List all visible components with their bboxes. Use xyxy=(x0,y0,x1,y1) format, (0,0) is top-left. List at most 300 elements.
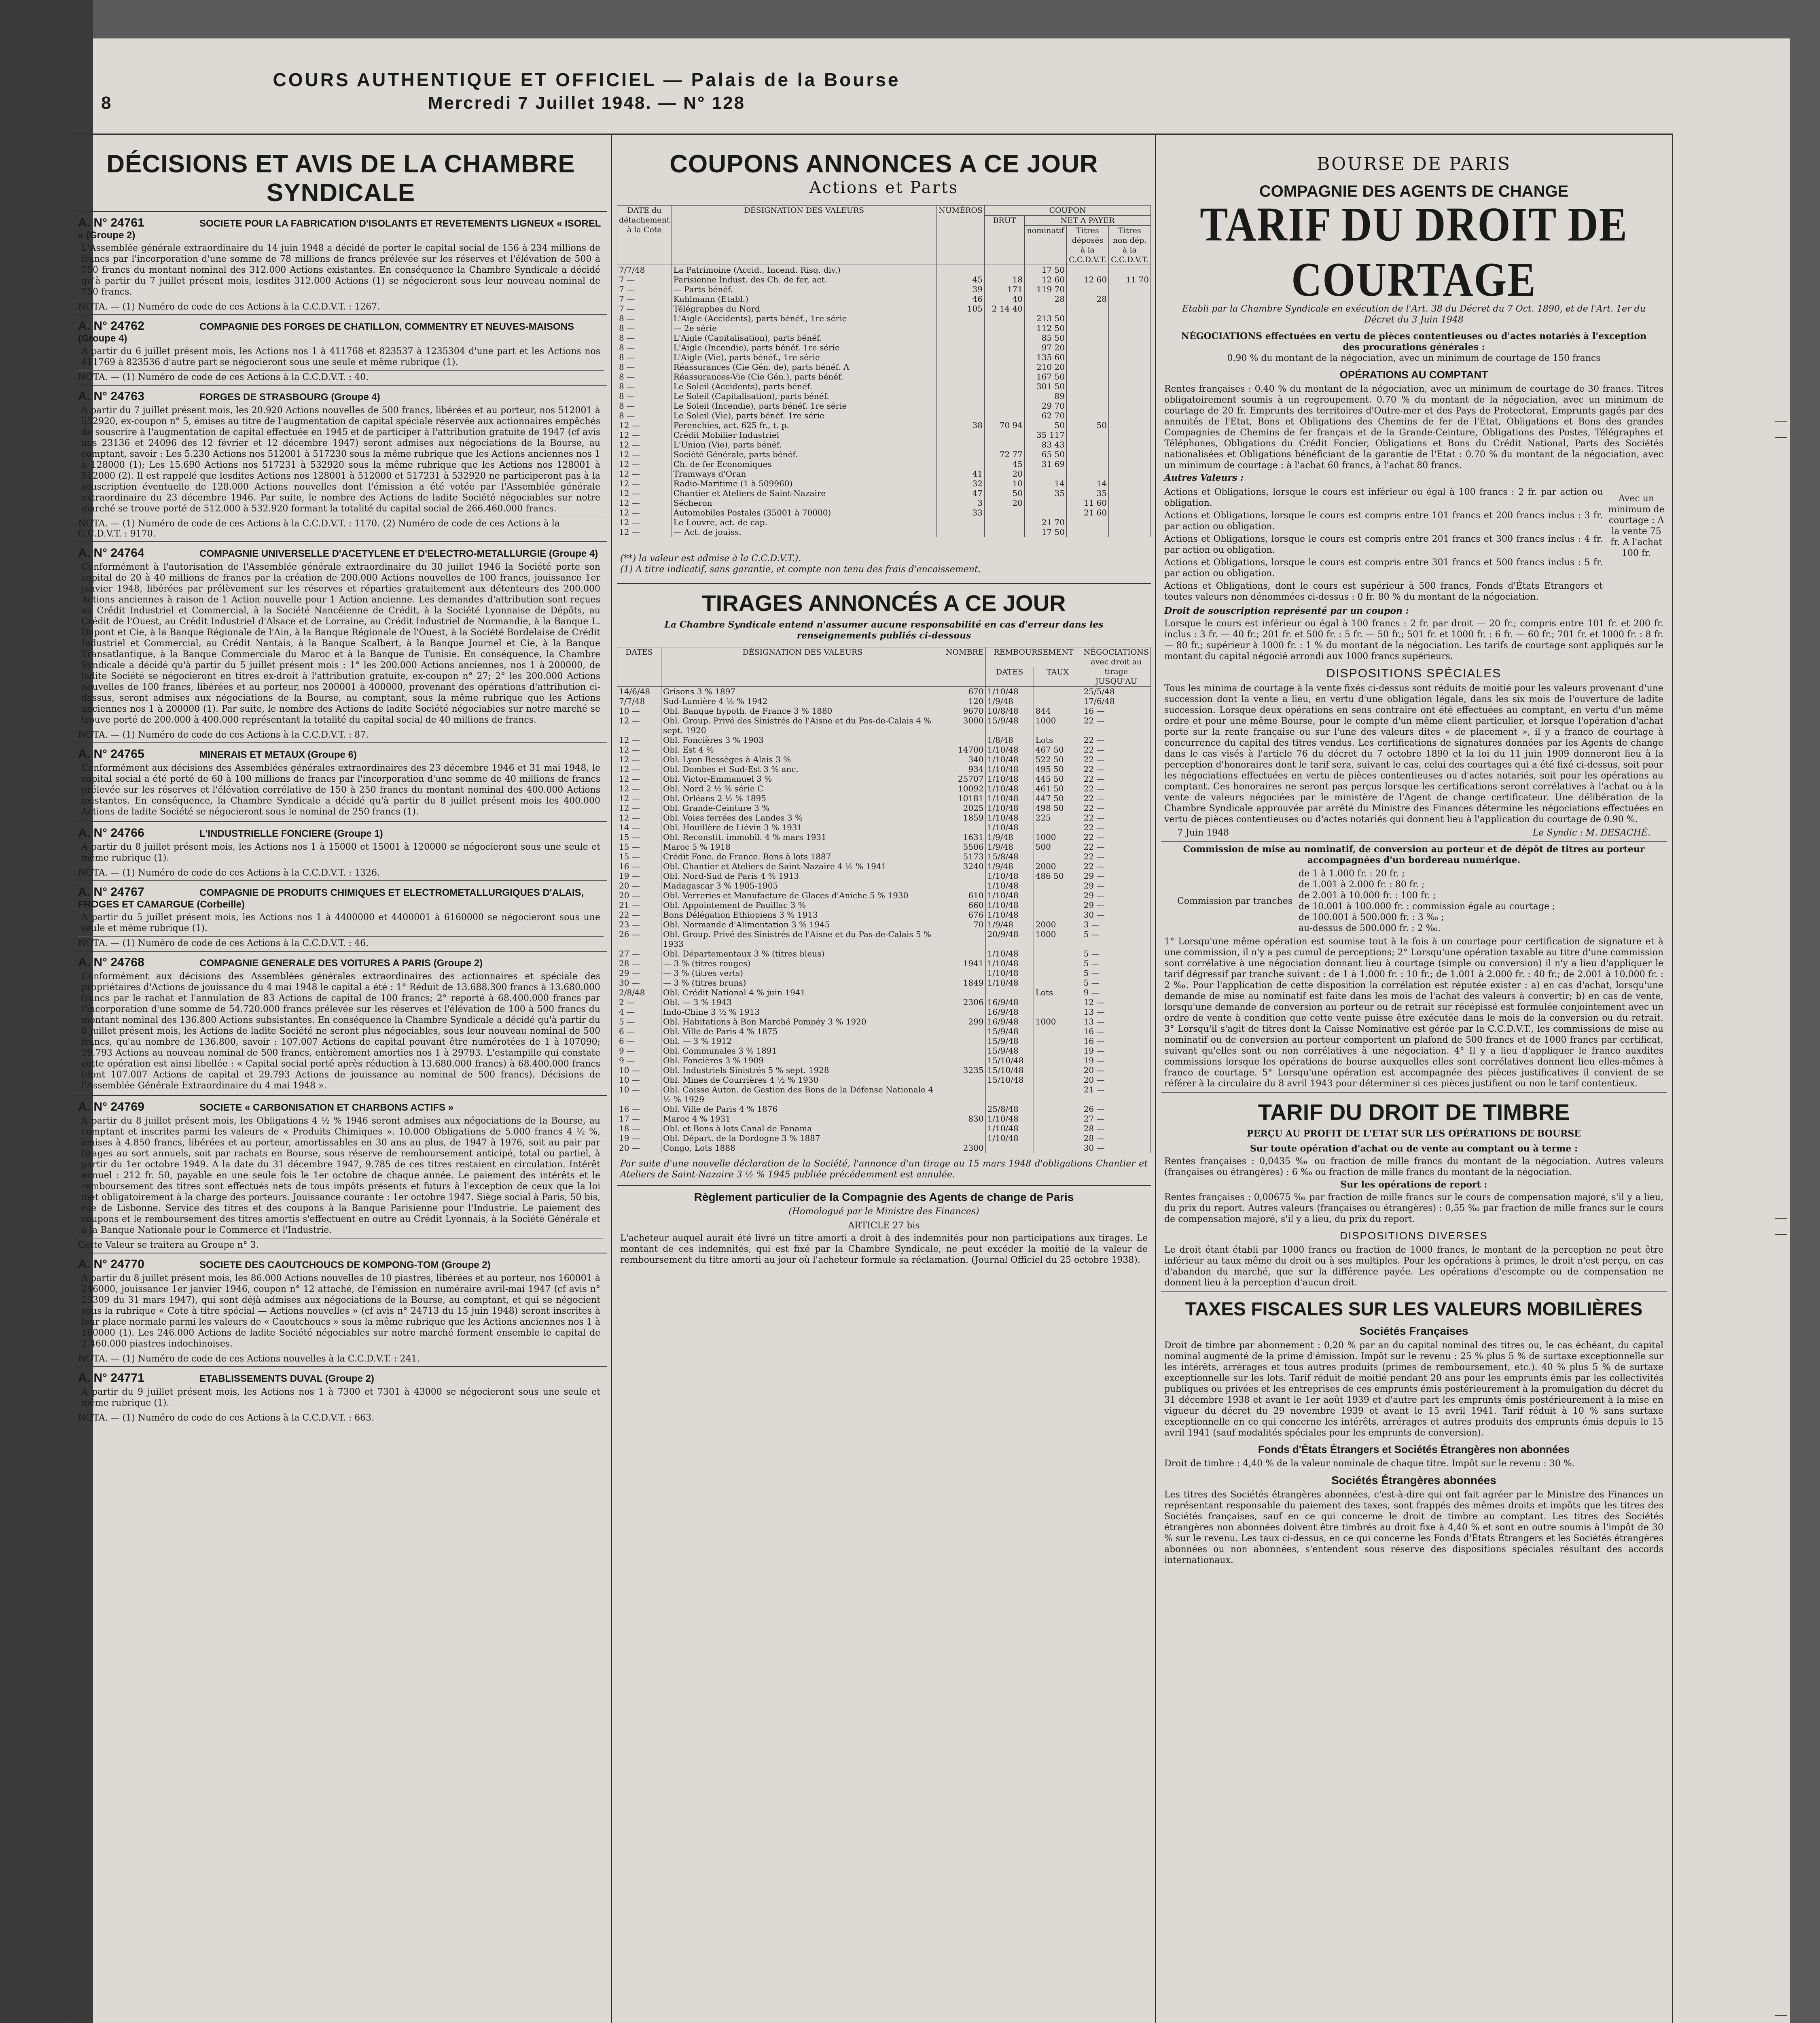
tirage-cell: Obl. Est 4 % xyxy=(661,745,944,755)
tirage-cell: 3240 xyxy=(944,861,985,871)
tirage-cell: 2/8/48 xyxy=(617,988,661,997)
tirage-cell: Grisons 3 % 1897 xyxy=(661,687,944,697)
tirage-cell: 670 xyxy=(944,687,985,697)
notice-company: SOCIETE DES CAOUTCHOUCS DE KOMPONG-TOM (Groupe 2) xyxy=(199,1260,491,1270)
coupon-cell: 45 xyxy=(985,459,1025,469)
notice-header xyxy=(78,1371,604,1385)
coupon-cell xyxy=(1025,498,1067,508)
notice-item xyxy=(75,742,607,821)
reglement-body: L'acheteur auquel aurait été livré un titre amorti a droit à des indemnités pour non participations aux tirages. Le montant de ces indemnités, qui est fixé par la Chambre Syndicale, ne peut excéder la moitié de la valeur de remboursement du titre amorti au jour où l'acheteur formule sa réclamation. (Journal Officiel du 25 octobre 1938). xyxy=(620,1233,1148,1265)
tirage-row xyxy=(617,687,1151,697)
notice-body: A partir du 6 juillet présent mois, les Actions nos 1 à 411768 et 823537 à 1235304 d'une part et les Actions nos 411769 à 823536 d'autre part se négocieront sous une seule et même rubrique (1). xyxy=(81,346,600,367)
coupon-cell: 12 — xyxy=(617,459,672,469)
tirage-cell: 17/6/48 xyxy=(1082,696,1150,706)
tirage-cell: 12 — xyxy=(617,755,661,764)
coupon-cell: 20 xyxy=(985,498,1025,508)
tirage-cell: 5 — xyxy=(1082,968,1150,978)
notice-ref: A. N° 24766 xyxy=(78,826,144,840)
tirage-cell: 1/10/48 xyxy=(985,813,1034,823)
coupon-cell: Tramways d'Oran xyxy=(672,469,937,479)
tirage-cell: 16 — xyxy=(617,861,661,871)
notice-header xyxy=(78,390,604,403)
tirage-cell: 1000 xyxy=(1034,716,1082,735)
tirage-cell: 9 — xyxy=(617,1046,661,1056)
notice-ref: A. N° 24762 xyxy=(78,319,144,333)
tirage-cell xyxy=(1034,1133,1082,1143)
coupon-cell xyxy=(985,265,1025,275)
tirage-cell: Obl. Départ. de la Dordogne 3 % 1887 xyxy=(661,1133,944,1143)
notices-list xyxy=(75,211,607,1425)
tirage-cell: 20/9/48 xyxy=(985,929,1034,949)
coupon-cell: 8 — xyxy=(617,314,672,323)
coupon-cell: 210 20 xyxy=(1025,362,1067,372)
coupon-cell xyxy=(937,430,985,440)
coupon-cell xyxy=(937,401,985,411)
coupon-cell: 12 — xyxy=(617,450,672,459)
tirage-cell: 22 — xyxy=(1082,823,1150,832)
commission-label: Commission par tranches xyxy=(1177,896,1293,906)
coupon-row xyxy=(617,391,1151,401)
page-number: 8 xyxy=(101,93,111,113)
coupon-cell xyxy=(1109,265,1151,275)
tirage-cell: 12 — xyxy=(617,764,661,774)
tirage-row xyxy=(617,871,1151,881)
coupon-cell xyxy=(1109,508,1151,517)
coupon-cell: Réassurances (Cie Gén. de), parts bénéf. A xyxy=(672,362,937,372)
tirage-cell: 5173 xyxy=(944,852,985,861)
tirage-cell: Obl. Foncières 3 % 1903 xyxy=(661,735,944,745)
tirage-cell: 20 — xyxy=(617,1143,661,1153)
tirage-cell: 29 — xyxy=(1082,881,1150,891)
tirage-cell: 16/9/48 xyxy=(985,1007,1034,1017)
courtage-subtitle: Etabli par la Chambre Syndicale en exécution de l'Art. 38 du Décret du 7 Oct. 1890, et de l'Art. 1er du Décret du 3 Juin 1948 xyxy=(1182,304,1646,325)
coupon-cell: 11 60 xyxy=(1067,498,1109,508)
notice-item xyxy=(75,211,607,314)
coupon-cell: Parisienne Indust. des Ch. de fer, act. xyxy=(672,275,937,284)
coupon-cell: 35 xyxy=(1067,488,1109,498)
coupon-cell xyxy=(1067,469,1109,479)
coupon-cell: 8 — xyxy=(617,343,672,352)
coupon-cell: 46 xyxy=(937,294,985,304)
tirage-cell: Obl. Normande d'Alimentation 3 % 1945 xyxy=(661,920,944,929)
tirage-cell: 461 50 xyxy=(1034,784,1082,793)
coupon-cell: 47 xyxy=(937,488,985,498)
tirage-cell: 19 — xyxy=(1082,1056,1150,1065)
tirage-cell: 299 xyxy=(944,1017,985,1026)
coupon-row xyxy=(617,469,1151,479)
coupon-row xyxy=(617,265,1151,275)
autres-item: Actions et Obligations, lorsque le cours est compris entre 201 francs et 300 francs inclus : 4 fr. par action ou obligation. xyxy=(1164,534,1603,555)
coupon-cell: 17 50 xyxy=(1025,265,1067,275)
coupons-col-date: DATE du détachement à la Cote xyxy=(617,206,672,265)
notice-header xyxy=(78,885,604,910)
tirage-cell: 844 xyxy=(1034,706,1082,716)
tirage-cell xyxy=(1034,1104,1082,1114)
column-tarifs xyxy=(1161,142,1667,2023)
coupon-cell: 105 xyxy=(937,304,985,314)
tirage-cell: 495 50 xyxy=(1034,764,1082,774)
tirage-cell xyxy=(944,1056,985,1065)
tirage-cell: 15 — xyxy=(617,852,661,861)
tirage-row xyxy=(617,823,1151,832)
coupon-row xyxy=(617,479,1151,488)
tirage-cell: 10181 xyxy=(944,793,985,803)
tirage-row xyxy=(617,881,1151,891)
coupon-cell: 8 — xyxy=(617,352,672,362)
tirage-cell: 21 — xyxy=(617,900,661,910)
coupon-row xyxy=(617,284,1151,294)
autres-list xyxy=(1161,485,1606,604)
coupon-cell: 38 xyxy=(937,420,985,430)
tirages-col-taux: TAUX xyxy=(1034,667,1082,687)
notice-body: Conformément aux décisions des Assemblées générales extraordinaires des actionnaires et spéciale des propriétaires d'Actions de jouissance du 4 mai 1948 le capital a été : 1° Réduit de 13.688.300 francs à 13.680.000 francs par le rachat et l'annulation de 83 Actions de capital de 100 francs; 2° reporté à 68.400.000 francs par l'incorporation d'une somme de 54.720.000 francs prélevée sur les réserves et l'élévation de 100 à 500 francs du montant nominal des 136.800 Actions subsistantes. En conséquence la Chambre Syndicale a décidé qu'à partir du 8 juillet présent mois, les Actions de ladite Société ne seront plus négociables, sous leur nouveau nominal de 500 francs, qu'au nombre de 136.800, savoir : 107.007 Actions de capital pouvant être numérotées de 1 à 107090; 29.793 Actions au nouveau nominal de 500 francs, entièrement amorties nos 1 à 29793. L'estampille qui constate cette opération est ainsi libellée : « Capital social porté après réduction à 13.680.000 francs) à 68.400.000 francs (dont 107.007 Actions de capital et 29.793 Actions de jouissance au nominal de 500 francs). Décisions de l'Assemblée Générale Extraordinaire du 4 mai 1948 ». xyxy=(81,971,600,1091)
coupon-cell: 12 — xyxy=(617,479,672,488)
coupon-cell: 8 — xyxy=(617,362,672,372)
tirage-cell: 9 — xyxy=(1082,988,1150,997)
coupon-cell: 35 xyxy=(1025,488,1067,498)
coupon-cell xyxy=(937,411,985,420)
coupon-cell xyxy=(985,333,1025,343)
coupon-row xyxy=(617,430,1151,440)
tirage-row xyxy=(617,716,1151,735)
tirage-cell: 29 — xyxy=(1082,891,1150,900)
coupon-row xyxy=(617,372,1151,382)
coupon-cell xyxy=(985,372,1025,382)
coupon-cell xyxy=(937,362,985,372)
tirage-cell: Indo-Chine 3 ½ % 1913 xyxy=(661,1007,944,1017)
tirage-cell xyxy=(1034,1143,1082,1153)
coupon-cell xyxy=(985,527,1025,537)
tirage-cell: 1/10/48 xyxy=(985,803,1034,813)
tirage-cell: 660 xyxy=(944,900,985,910)
tirage-cell: 15/8/48 xyxy=(985,852,1034,861)
tirage-cell: 15/9/48 xyxy=(985,1026,1034,1036)
tirage-cell: 22 — xyxy=(1082,784,1150,793)
coupon-cell: La Patrimoine (Accid., Incend. Risq. div.) xyxy=(672,265,937,275)
tirage-cell: 1000 xyxy=(1034,832,1082,842)
coupon-cell xyxy=(937,372,985,382)
tirage-cell xyxy=(1034,958,1082,968)
souscription-head: Droit de souscription représenté par un coupon : xyxy=(1164,606,1409,616)
coupon-cell xyxy=(985,314,1025,323)
coupon-cell: 12 — xyxy=(617,517,672,527)
coupon-cell xyxy=(1109,284,1151,294)
coupons-col-deposes: Titres déposés à la C.C.D.V.T. xyxy=(1067,226,1109,265)
coupon-row xyxy=(617,352,1151,362)
tirage-cell: 20 — xyxy=(617,881,661,891)
tirage-cell: 22 — xyxy=(1082,861,1150,871)
tirage-cell: 10 — xyxy=(617,1075,661,1085)
tirage-cell: Obl. Habitations à Bon Marché Pompéy 3 % 1920 xyxy=(661,1017,944,1026)
coupon-cell xyxy=(1067,459,1109,469)
coupon-cell xyxy=(1025,304,1067,314)
tirage-row xyxy=(617,852,1151,861)
timbre-subtitle: PERÇU AU PROFIT DE L'ETAT SUR LES OPÉRATIONS DE BOURSE xyxy=(1246,1128,1581,1139)
tirage-cell: 1/10/48 xyxy=(985,900,1034,910)
coupon-cell: 20 xyxy=(985,469,1025,479)
tirage-cell xyxy=(944,823,985,832)
tirage-cell: 16/9/48 xyxy=(985,997,1034,1007)
tirage-cell: 27 — xyxy=(1082,1114,1150,1124)
coupon-cell xyxy=(985,430,1025,440)
coupon-cell xyxy=(1109,294,1151,304)
coupon-row xyxy=(617,517,1151,527)
notice-ref: A. N° 24767 xyxy=(78,885,144,899)
tirage-cell: 486 50 xyxy=(1034,871,1082,881)
coupon-cell xyxy=(1067,343,1109,352)
coupon-row xyxy=(617,450,1151,459)
tirage-cell xyxy=(1034,1026,1082,1036)
tirage-cell: 22 — xyxy=(1082,716,1150,735)
coupon-cell xyxy=(1067,352,1109,362)
tirage-cell: Obl. Verreries et Manufacture de Glaces d'Aniche 5 % 1930 xyxy=(661,891,944,900)
tirage-cell: 27 — xyxy=(617,949,661,958)
page-edge-mark xyxy=(1775,437,1787,438)
tirage-cell: 10/8/48 xyxy=(985,706,1034,716)
autres-item: Actions et Obligations, lorsque le cours est compris entre 101 francs et 200 francs inclus : 3 fr. par action ou obligation. xyxy=(1164,511,1603,532)
tirage-cell: 447 50 xyxy=(1034,793,1082,803)
tirage-cell: Obl. Group. Privé des Sinistrés de l'Aisne et du Pas-de-Calais 5 % 1933 xyxy=(661,929,944,949)
coupon-cell: 40 xyxy=(985,294,1025,304)
coupon-cell xyxy=(937,343,985,352)
notice-item xyxy=(75,1095,607,1253)
tirage-cell: 1/10/48 xyxy=(985,968,1034,978)
coupons-col-coupon: COUPON xyxy=(985,206,1151,216)
tirage-cell xyxy=(1034,1065,1082,1075)
tirage-cell: 19 — xyxy=(1082,1046,1150,1056)
coupon-cell: 65 50 xyxy=(1025,450,1067,459)
tirage-cell: 12 — xyxy=(617,716,661,735)
tirage-cell: 22 — xyxy=(1082,764,1150,774)
commission-item: de 100.001 à 500.000 fr. : 3 ‰ ; xyxy=(1299,912,1444,922)
tirage-cell: 1/10/48 xyxy=(985,755,1034,764)
notice-body: Conformément aux décisions des Assemblées générales extraordinaires des 23 décembre 1946 et 31 mai 1948, le capital social a été porté de 60 à 100 millions de francs par l'incorporation d'une somme de 40 millions de francs prélevée sur les réserves et l'élévation corrélative de 150 à 250 francs du montant nominal des 400.000 Actions existantes. En conséquence, la Chambre Syndicale a décidé qu'à partir du 8 juillet présent mois les 400.000 Actions de ladite Société se négocieront sous le nominal de 250 francs (1). xyxy=(81,763,600,817)
coupon-cell: 8 — xyxy=(617,372,672,382)
coupon-cell: 14 xyxy=(1025,479,1067,488)
tirage-cell xyxy=(1034,1056,1082,1065)
coupon-row xyxy=(617,343,1151,352)
tirage-cell: 14700 xyxy=(944,745,985,755)
tirage-cell: Obl. Grande-Ceinture 3 % xyxy=(661,803,944,813)
coupon-row xyxy=(617,275,1151,284)
tirage-cell: 10 — xyxy=(617,1065,661,1075)
coupons-note: (1) A titre indicatif, sans garantie, et compte non tenu des frais d'encaissement. xyxy=(620,564,981,575)
tirage-cell: 830 xyxy=(944,1114,985,1124)
coupon-cell xyxy=(1067,391,1109,401)
coupon-cell: 8 — xyxy=(617,382,672,391)
tirage-row xyxy=(617,1017,1151,1026)
date-signature: 7 Juin 1948 xyxy=(1177,828,1229,838)
coupon-cell xyxy=(937,323,985,333)
coupon-cell xyxy=(1109,401,1151,411)
tirage-cell: 2025 xyxy=(944,803,985,813)
tirage-cell: Obl. Ville de Paris 4 % 1875 xyxy=(661,1026,944,1036)
tirage-cell: 1/10/48 xyxy=(985,978,1034,988)
coupon-cell xyxy=(937,517,985,527)
tirage-cell: 7/7/48 xyxy=(617,696,661,706)
timbre-terme-head: Sur toute opération d'achat ou de vente au comptant ou à terme : xyxy=(1250,1143,1578,1154)
coupon-cell: 28 xyxy=(1025,294,1067,304)
notice-body: A partir du 8 juillet présent mois, les Obligations 4 ½ % 1946 seront admises aux négociations de la Bourse, au comptant et inscrites parmi les valeurs de « Produits Chimiques ». 10.000 Obligations de 5.000 francs 4 ½ %, émises à 4.850 francs, libérées et au porteur, amortissables en 30 ans au plus, de 1947 à 1976, soit au pair par tirages au sort annuels, soit par rachats en Bourse, sous réserve de remboursement anticipé, total ou partiel, à partir du 1er octobre 1949. A la date du 31 décembre 1947, 9.785 de ces titres restaient en circulation. Intérêt annuel : 212 fr. 50, payable en une seule fois le 1er octobre de chaque année. Le paiement des intérêts et le remboursement des titres sont effectués nets de tous impôts présents et futurs à l'exception de ceux que la loi met obligatoirement à la charge des porteurs. Jouissance courante : 1er octobre 1947. Siège social à Paris, 50 bis, rue de Lisbonne. Service des titres et des coupons à la Banque Parisienne pour l'Industrie. Le paiement des coupons et le remboursement des titres amortis s'effectuent en outre au Crédit Lyonnais, à la Société Générale et à la Banque Nationale pour le Commerce et l'Industrie. xyxy=(81,1116,600,1235)
coupon-row xyxy=(617,314,1151,323)
commission-item: de 2.001 à 10.000 fr. : 100 fr. ; xyxy=(1299,891,1436,901)
notice-nota: NOTA. — (1) Numéro de code de ces Actions à la C.C.D.V.T. : 87. xyxy=(78,728,604,740)
tirage-cell xyxy=(1034,696,1082,706)
coupon-cell: 7 — xyxy=(617,284,672,294)
coupon-cell xyxy=(937,527,985,537)
coupon-cell: 135 60 xyxy=(1025,352,1067,362)
coupons-subtitle: Actions et Parts xyxy=(809,178,959,197)
coupons-col-net: NET A PAYER xyxy=(1025,216,1151,226)
tirage-cell: 1/10/48 xyxy=(985,687,1034,697)
tirage-cell: 18 — xyxy=(617,1124,661,1133)
tirage-cell: 1/10/48 xyxy=(985,1124,1034,1133)
tirage-cell: Obl. Houillère de Liévin 3 % 1931 xyxy=(661,823,944,832)
coupon-cell: 12 — xyxy=(617,508,672,517)
notice-item xyxy=(75,385,607,541)
tirage-cell xyxy=(944,1007,985,1017)
coupon-cell xyxy=(985,382,1025,391)
coupon-row xyxy=(617,411,1151,420)
tirage-cell: 1859 xyxy=(944,813,985,823)
tirage-cell: 15/10/48 xyxy=(985,1056,1034,1065)
syndic-signature: Le Syndic : M. DESACHÉ. xyxy=(1532,828,1651,838)
tirage-cell: 9 — xyxy=(617,1056,661,1065)
notice-item xyxy=(75,314,607,385)
tirage-cell: 26 — xyxy=(617,929,661,949)
tirage-cell: Madagascar 3 % 1905-1905 xyxy=(661,881,944,891)
tirage-cell: 12 — xyxy=(617,774,661,784)
column-decisions xyxy=(75,142,607,2023)
tirage-cell: 12 — xyxy=(617,784,661,793)
coupon-cell: — 2e série xyxy=(672,323,937,333)
tirage-cell: Lots xyxy=(1034,988,1082,997)
notice-body: A partir du 7 juillet présent mois, les 20.920 Actions nouvelles de 500 francs, libérées et au porteur, nos 512001 à 532920, ex-coupon n° 5, émises au titre de l'augmentation de capital spéciale réservée aux actionnaires empêchés de souscrire à l'augmentation de capital effectuée en 1945 et de participer à l'attribution gratuite de 1947 (cf avis nos 23136 et 24096 des 12 février et 12 décembre 1947) seront admises aux négociations de la Bourse, au comptant, savoir : Les 5.230 Actions nos 512001 à 517230 sous la même rubrique que les Actions anciennes nos 1 à 128000 (1); Les 15.690 Actions nos 517231 à 532920 sous la même rubrique que les Actions nos 128001 à 512000 (2). Il est rappelé que lesdites Actions nos 128001 à 512000 et 517231 à 532920 ne participeront pas à la souscription éventuelle de 128.000 Actions nouvelles dont l'émission a été votée par l'Assemblée générale extraordinaire du 23 décembre 1946. Par suite, le nombre des Actions de ladite Société négociables sur notre marché se trouve porté de 512.000 à 532.920 formant la totalité du capital social de 266.460.000 francs. xyxy=(81,405,600,514)
notice-item xyxy=(75,1253,607,1366)
notice-ref: A. N° 24764 xyxy=(78,546,144,560)
notice-item xyxy=(75,1366,607,1425)
tirage-cell: Crédit Fonc. de France. Bons à lots 1887 xyxy=(661,852,944,861)
tirage-cell: 445 50 xyxy=(1034,774,1082,784)
tirage-row xyxy=(617,1124,1151,1133)
tirage-cell xyxy=(944,949,985,958)
tirage-row xyxy=(617,1036,1151,1046)
coupon-cell: 171 xyxy=(985,284,1025,294)
coupon-cell xyxy=(1109,420,1151,430)
coupon-cell: 17 50 xyxy=(1025,527,1067,537)
coupon-cell xyxy=(1067,284,1109,294)
tirage-row xyxy=(617,997,1151,1007)
tirage-cell: Obl. — 3 % 1912 xyxy=(661,1036,944,1046)
notice-header xyxy=(78,546,604,560)
tirages-table xyxy=(617,647,1151,1153)
coupon-cell: 8 — xyxy=(617,401,672,411)
tirage-cell: 28 — xyxy=(1082,1133,1150,1143)
tirage-cell xyxy=(1034,1085,1082,1104)
coupons-col-designation: DÉSIGNATION DES VALEURS xyxy=(672,206,937,265)
notice-body: L'Assemblée générale extraordinaire du 14 juin 1948 a décidé de porter le capital social de 156 à 234 millions de francs par l'incorporation d'une somme de 78 millions de francs prélevée sur les réserves et l'élévation de 500 à 750 francs du montant nominal des 312.000 Actions existantes. En conséquence la Chambre Syndicale a décidé qu'à partir du 7 juillet présent mois, lesdites 312.000 Actions (1) se négocieront sous leur nouveau nominal de 750 francs. xyxy=(81,243,600,297)
tirage-cell: — 3 % (titres verts) xyxy=(661,968,944,978)
tirage-row xyxy=(617,958,1151,968)
diverses-body: Le droit étant établi par 1000 francs ou fraction de 1000 francs, le montant de la perception ne peut être inférieur au taux même du droit ou à ses multiples. Pour les opérations à primes, le droit n'est perçu, en cas d'abandon du marché, que sur la différence payée. Les opérations d'escompte ou de compensation ne donnent lieu à la perception d'aucun droit. xyxy=(1164,1245,1663,1288)
tirage-cell: Maroc 4 % 1931 xyxy=(661,1114,944,1124)
coupon-cell: 33 xyxy=(937,508,985,517)
coupon-row xyxy=(617,323,1151,333)
notice-ref: A. N° 24770 xyxy=(78,1257,144,1271)
coupon-cell: 8 — xyxy=(617,333,672,343)
tirage-cell: 5 — xyxy=(617,1017,661,1026)
tirage-cell: 5 — xyxy=(1082,949,1150,958)
tirage-cell: 1/9/48 xyxy=(985,842,1034,852)
tirage-cell: 1/10/48 xyxy=(985,1114,1034,1124)
tirage-cell: 15/9/48 xyxy=(985,716,1034,735)
coupon-cell: 62 70 xyxy=(1025,411,1067,420)
coupons-col-numeros: NUMÉROS xyxy=(937,206,985,265)
tirage-cell xyxy=(1034,1114,1082,1124)
coupon-cell: 18 xyxy=(985,275,1025,284)
tirage-row xyxy=(617,891,1151,900)
coupon-cell: Réassurances-Vie (Cie Gén.), parts bénéf. xyxy=(672,372,937,382)
tirage-cell xyxy=(1034,1124,1082,1133)
tirage-cell: 10 — xyxy=(617,706,661,716)
notice-header xyxy=(78,1257,604,1271)
tirages-col-dates: DATES xyxy=(617,647,661,687)
page-edge-mark xyxy=(1775,2015,1787,2016)
tirage-cell xyxy=(1034,891,1082,900)
tirage-cell: 70 xyxy=(944,920,985,929)
tirage-row xyxy=(617,696,1151,706)
coupon-cell xyxy=(1067,372,1109,382)
souscription-body: Lorsque le cours est inférieur ou égal à 100 francs : 2 fr. par droit — 20 fr.; compris entre 101 fr. et 200 fr. inclus : 3 fr. — 40 fr.; 201 fr. et 500 fr. : 5 fr. — 50 fr.; 501 fr. et 1000 fr. : 6 fr. — 60 fr.; 701 fr. et 1000 fr. : 8 fr. — 80 fr.; supérieur à 1000 fr. : 1 % du montant de la négociation. Les tarifs de courtage sont appliqués sur le montant du capital négocié arrondi aux 1000 francs supérieurs. xyxy=(1164,619,1663,662)
tirage-cell: 15 — xyxy=(617,842,661,852)
tirage-cell: 1631 xyxy=(944,832,985,842)
coupon-cell xyxy=(1109,479,1151,488)
tirage-cell: 1/9/48 xyxy=(985,832,1034,842)
tirage-cell: 15/10/48 xyxy=(985,1075,1034,1085)
tirage-cell: 15 — xyxy=(617,832,661,842)
tirage-cell: Obl. Ville de Paris 4 % 1876 xyxy=(661,1104,944,1114)
tirage-cell: 21 — xyxy=(1082,1085,1150,1104)
tirage-cell xyxy=(944,929,985,949)
coupon-cell xyxy=(937,391,985,401)
tirage-cell: 16 — xyxy=(617,1104,661,1114)
tirage-row xyxy=(617,764,1151,774)
coupon-cell: 12 60 xyxy=(1067,275,1109,284)
timbre-title: TARIF DU DROIT DE TIMBRE xyxy=(1258,1099,1570,1125)
notice-header xyxy=(78,747,604,761)
tirage-cell: 5506 xyxy=(944,842,985,852)
coupon-cell xyxy=(985,517,1025,527)
notice-nota: NOTA. — (1) Numéro de code de ces Actions nouvelles à la C.C.D.V.T. : 241. xyxy=(78,1352,604,1364)
coupon-cell: Kuhlmann (Etabl.) xyxy=(672,294,937,304)
coupon-cell xyxy=(1067,401,1109,411)
notice-body: A partir du 8 juillet présent mois, les Actions nos 1 à 15000 et 15001 à 120000 se négocieront sous une seule et même rubrique (1). xyxy=(81,842,600,863)
coupon-cell: 11 70 xyxy=(1109,275,1151,284)
tirage-cell: 22 — xyxy=(1082,803,1150,813)
page-edge-mark xyxy=(1775,1234,1787,1235)
column-rule xyxy=(611,134,612,2023)
fonds-head: Fonds d'États Étrangers et Sociétés Étrangères non abonnées xyxy=(1258,1443,1570,1455)
coupon-row xyxy=(617,488,1151,498)
notice-nota: NOTA. — (1) Numéro de code de ces Actions à la C.C.D.V.T. : 1326. xyxy=(78,866,604,878)
tirage-cell: 1000 xyxy=(1034,929,1082,949)
tirage-cell: 2 — xyxy=(617,997,661,1007)
coupon-cell xyxy=(1067,527,1109,537)
coupon-cell xyxy=(1067,362,1109,372)
coupon-cell xyxy=(985,440,1025,450)
soc-fr-body: Droit de timbre par abonnement : 0,20 % par an du capital nominal des titres ou, le cas échéant, du capital nominal augmenté de la prime d'émission. Impôt sur le revenu : 25 % plus 5 % de surtaxe exceptionnelle sur les intérêts, arrérages et tous autres produits (primes de remboursement, etc.). 40 % plus 5 % de surtaxe exceptionnelle sur les lots. Tarif réduit de moitié pendant 20 ans pour les emprunts émis par les collectivités publiques ou privées et les entreprises de ces emprunts émis postérieurement à la promulgation du décret du 31 décembre 1938 et avant le 1er août 1939 et d'autre part les emprunts émis postérieurement à la mise en vigueur du décret du 29 novembre 1939 et avant le 15 avril 1941. Tarif réduit à 10 % sans surtaxe exceptionnelle en ce qui concerne les intérêts, arrérages et autres produits des emprunts émis depuis le 15 avril 1941 (sauf modalités spéciales pour les emprunts de conversion). xyxy=(1164,1340,1663,1438)
tirage-cell: 1/10/48 xyxy=(985,774,1034,784)
